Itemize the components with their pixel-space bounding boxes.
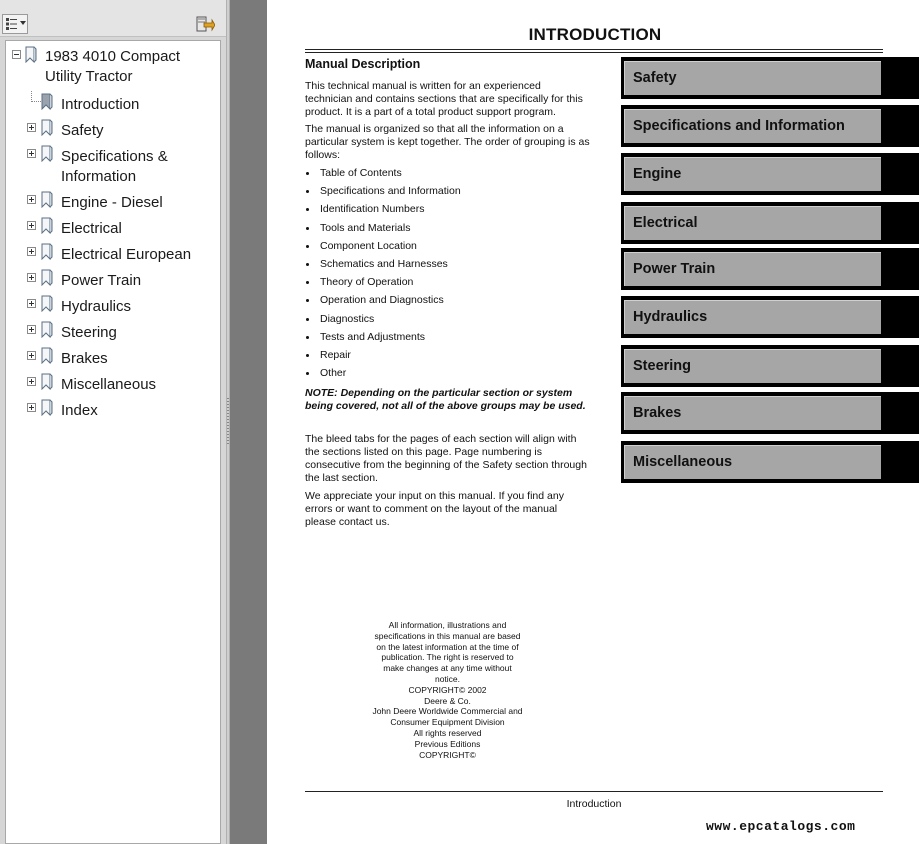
- expand-current-bookmark-icon[interactable]: [195, 16, 215, 34]
- bookmark-icon: [41, 243, 53, 260]
- tree-connector: [31, 91, 41, 102]
- bleed-tab-face: [624, 109, 881, 143]
- bullet-icon: [306, 245, 309, 248]
- bleed-tab-label: Specifications and Information: [633, 118, 845, 134]
- bookmark-label: Specifications &: [61, 148, 168, 165]
- watermark: www.epcatalogs.com: [706, 819, 856, 834]
- bleed-tab-face: [624, 445, 881, 479]
- expand-toggle[interactable]: [27, 299, 36, 308]
- bleed-tab-face: [624, 252, 881, 286]
- bookmark-label: Power Train: [61, 272, 142, 289]
- copyright-line: COPYRIGHT© 2002: [408, 684, 487, 695]
- bookmarks-toolbar: [0, 0, 226, 37]
- bullet-icon: [306, 354, 309, 357]
- list-item-label: Table of Contents: [320, 167, 402, 179]
- expand-toggle[interactable]: [27, 195, 36, 204]
- bleed-tab-face: [624, 206, 881, 240]
- list-item-label: Diagnostics: [320, 312, 375, 325]
- bleed-tab-brakes: [621, 392, 919, 434]
- paragraph: The manual is organized so that all the information on a particular system is kept together. The order of grouping is as follows:: [305, 123, 590, 161]
- list-item-label: Component Location: [320, 239, 417, 252]
- expand-toggle[interactable]: [27, 123, 36, 132]
- title-rule: [305, 49, 883, 50]
- footer-rule: [305, 791, 883, 792]
- list-item-label: Specifications and Information: [320, 185, 461, 198]
- bookmark-label: Brakes: [61, 350, 108, 367]
- bleed-tab-face: [624, 300, 881, 334]
- bleed-tab-face: [624, 396, 881, 430]
- copyright-line: notice.: [434, 673, 461, 684]
- expand-toggle[interactable]: [27, 377, 36, 386]
- bookmark-label: Electrical European: [61, 246, 192, 263]
- paragraph: The bleed tabs for the pages of each section will align with the sections listed on this page. Page numbering is consecutive from the beginning of the Safety section through the last section.: [305, 433, 587, 484]
- bookmark-options-button[interactable]: [2, 14, 28, 34]
- bookmark-icon: [41, 295, 53, 312]
- bleed-tab-face: [624, 157, 881, 191]
- expand-toggle[interactable]: [27, 403, 36, 412]
- copyright-line: Previous Editions: [414, 738, 481, 749]
- expand-toggle[interactable]: [27, 149, 36, 158]
- bookmark-options-icon: [6, 18, 17, 30]
- bleed-tab-label: Engine: [633, 166, 682, 182]
- copyright-line: Deere & Co.: [424, 695, 471, 706]
- expand-toggle[interactable]: [27, 273, 36, 282]
- list-item-label: Repair: [320, 349, 351, 361]
- bullet-icon: [306, 227, 309, 230]
- bleed-tab-steering: [621, 345, 919, 387]
- expand-toggle[interactable]: [27, 221, 36, 230]
- copyright-block: [360, 620, 535, 760]
- bleed-tab-label: Safety: [633, 70, 677, 86]
- copyright-line: John Deere Worldwide Commercial and: [372, 706, 523, 717]
- copyright-line: make changes at any time without: [383, 663, 512, 674]
- bleed-tab-label: Hydraulics: [633, 309, 708, 325]
- bleed-tab-label: Brakes: [633, 405, 682, 421]
- bookmark-icon: [41, 321, 53, 338]
- bleed-tab-label: Miscellaneous: [633, 454, 733, 470]
- section-heading: Manual Description: [305, 57, 421, 71]
- copyright-line: All rights reserved: [413, 727, 482, 738]
- copyright-line: COPYRIGHT©: [419, 749, 476, 760]
- bookmark-label: 1983 4010 Compact: [45, 48, 181, 65]
- bookmark-label: Utility Tractor: [45, 68, 133, 85]
- copyright-line: specifications in this manual are based: [374, 630, 521, 641]
- bookmark-icon: [25, 46, 37, 63]
- list-item-label: Tests and Adjustments: [320, 330, 426, 343]
- bleed-tab-label: Electrical: [633, 215, 698, 231]
- bleed-tab-miscellaneous: [621, 441, 919, 483]
- bleed-tab-label: Steering: [633, 358, 692, 374]
- list-item-label: Identification Numbers: [320, 203, 425, 216]
- bleed-tab-hydraulics: [621, 296, 919, 338]
- note-text: NOTE: Depending on the particular section or system being covered, not all of the above groups may be used.: [305, 387, 586, 412]
- copyright-line: on the latest information at the time of: [376, 641, 519, 652]
- bullet-icon: [306, 172, 309, 175]
- expand-toggle[interactable]: [27, 247, 36, 256]
- bookmark-label: Engine - Diesel: [61, 194, 163, 211]
- expand-toggle[interactable]: [27, 325, 36, 334]
- list-item-label: Other: [320, 367, 347, 380]
- bookmark-icon: [41, 269, 53, 286]
- copyright-line: publication. The right is reserved to: [381, 652, 514, 663]
- paragraph: This technical manual is written for an experienced technician and contains sections that are specifically for this product. It is a part of a total product support program.: [305, 80, 583, 118]
- collapse-toggle[interactable]: [12, 50, 21, 59]
- bookmark-icon: [41, 119, 53, 136]
- bleed-tab-face: [624, 349, 881, 383]
- bookmark-label: Miscellaneous: [61, 376, 157, 393]
- list-item-label: Operation and Diagnostics: [320, 294, 444, 307]
- bookmark-label: Introduction: [61, 96, 140, 113]
- bookmark-label: Safety: [61, 122, 104, 139]
- bookmark-label: Index: [61, 402, 98, 419]
- bookmark-icon: [41, 347, 53, 364]
- bleed-tab-label: Power Train: [633, 261, 716, 277]
- bullet-icon: [306, 263, 309, 266]
- bookmark-label: Electrical: [61, 220, 122, 237]
- title-rule: [305, 52, 883, 53]
- bookmark-label: Hydraulics: [61, 298, 132, 315]
- list-item-label: Theory of Operation: [320, 276, 414, 289]
- copyright-line: Consumer Equipment Division: [390, 717, 505, 728]
- splitter-grip[interactable]: [227, 398, 229, 446]
- bullet-icon: [306, 336, 309, 339]
- bookmark-icon: [41, 93, 53, 110]
- list-item-label: Tools and Materials: [320, 221, 411, 234]
- copyright-line: All information, illustrations and: [388, 620, 507, 630]
- paragraph: We appreciate your input on this manual. If you find any errors or want to comment on the layout of the manual please contact us.: [305, 490, 564, 528]
- bleed-tab-safety: [621, 57, 919, 99]
- bleed-tab-power-train: [621, 248, 919, 290]
- bullet-icon: [306, 318, 309, 321]
- bleed-tab-face: [624, 61, 881, 95]
- bookmark-tree: [5, 40, 221, 844]
- bleed-tab-electrical: [621, 202, 919, 244]
- bookmark-label: Information: [61, 168, 137, 185]
- bookmark-icon: [41, 399, 53, 416]
- bookmark-icon: [41, 217, 53, 234]
- bookmark-icon: [41, 373, 53, 390]
- chevron-down-icon: [20, 21, 26, 25]
- page-footer: Introduction: [566, 798, 622, 810]
- bleed-tab-specifications-and-information: [621, 105, 919, 147]
- viewer-background: [230, 0, 267, 844]
- bookmark-icon: [41, 191, 53, 208]
- page-title: INTRODUCTION: [528, 25, 662, 44]
- list-item-label: Schematics and Harnesses: [320, 258, 448, 270]
- bookmark-icon: [41, 145, 53, 162]
- bleed-tab-engine: [621, 153, 919, 195]
- bookmark-label: Steering: [61, 324, 117, 341]
- expand-toggle[interactable]: [27, 351, 36, 360]
